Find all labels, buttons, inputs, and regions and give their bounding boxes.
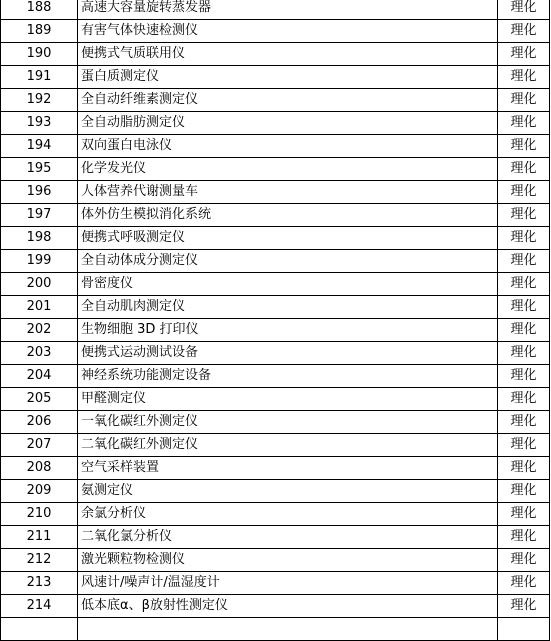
row-number-cell: 189 [1, 20, 78, 43]
row-number-cell: 193 [1, 112, 78, 135]
equipment-name-cell: 全自动纤维素测定仪 [78, 89, 498, 112]
row-number-cell: 206 [1, 411, 78, 434]
equipment-name-cell: 甲醛测定仪 [78, 388, 498, 411]
table-row [1, 342, 550, 365]
category-cell: 理化 [498, 457, 550, 480]
row-number-cell: 198 [1, 227, 78, 250]
table-row [1, 158, 550, 181]
category-cell: 理化 [498, 549, 550, 572]
row-number-cell: 191 [1, 66, 78, 89]
equipment-name-cell: 便携式运动测试设备 [78, 342, 498, 365]
table-row [1, 319, 550, 342]
table-row [1, 135, 550, 158]
row-number-cell: 195 [1, 158, 78, 181]
table-row [1, 411, 550, 434]
category-cell: 理化 [498, 135, 550, 158]
category-cell: 理化 [498, 296, 550, 319]
row-number-cell: 213 [1, 572, 78, 595]
category-cell: 理化 [498, 526, 550, 549]
equipment-name-cell: 双向蛋白电泳仪 [78, 135, 498, 158]
table-row [1, 365, 550, 388]
row-number-cell: 207 [1, 434, 78, 457]
row-number-cell: 214 [1, 595, 78, 618]
equipment-name-cell: 风速计/噪声计/温湿度计 [78, 572, 498, 595]
category-cell: 理化 [498, 572, 550, 595]
category-cell: 理化 [498, 0, 550, 20]
row-number-cell: 196 [1, 181, 78, 204]
row-number-cell: 194 [1, 135, 78, 158]
category-cell: 理化 [498, 434, 550, 457]
equipment-name-cell: 全自动肌肉测定仪 [78, 296, 498, 319]
category-cell: 理化 [498, 204, 550, 227]
row-number-cell: 199 [1, 250, 78, 273]
category-cell: 理化 [498, 273, 550, 296]
table-row [1, 388, 550, 411]
category-cell: 理化 [498, 480, 550, 503]
equipment-name-cell: 二氧化氯分析仪 [78, 526, 498, 549]
table-row [1, 595, 550, 618]
table-row [1, 227, 550, 250]
equipment-name-cell: 余氯分析仪 [78, 503, 498, 526]
category-cell: 理化 [498, 20, 550, 43]
equipment-name-cell: 人体营养代谢测量车 [78, 181, 498, 204]
table-row [1, 89, 550, 112]
row-number-cell: 197 [1, 204, 78, 227]
row-number-cell: 200 [1, 273, 78, 296]
equipment-name-cell: 低本底α、β放射性测定仪 [78, 595, 498, 618]
table-row [1, 526, 550, 549]
table-row [1, 43, 550, 66]
equipment-name-cell: 生物细胞 3D 打印仪 [78, 319, 498, 342]
table-row [1, 572, 550, 595]
category-cell: 理化 [498, 342, 550, 365]
equipment-name-cell: 神经系统功能测定设备 [78, 365, 498, 388]
equipment-name-cell: 蛋白质测定仪 [78, 66, 498, 89]
category-cell: 理化 [498, 319, 550, 342]
equipment-name-cell: 便携式呼吸测定仪 [78, 227, 498, 250]
row-number-cell: 188 [1, 0, 78, 20]
category-cell: 理化 [498, 595, 550, 618]
equipment-name-cell: 一氧化碳红外测定仪 [78, 411, 498, 434]
equipment-name-cell: 空气采样装置 [78, 457, 498, 480]
row-number-cell: 208 [1, 457, 78, 480]
table-row [1, 457, 550, 480]
category-cell: 理化 [498, 66, 550, 89]
table-row [1, 66, 550, 89]
table-row [1, 549, 550, 572]
equipment-name-cell: 全自动体成分测定仪 [78, 250, 498, 273]
equipment-name-cell: 激光颗粒物检测仪 [78, 549, 498, 572]
category-cell: 理化 [498, 181, 550, 204]
table-row [1, 204, 550, 227]
table-row [1, 480, 550, 503]
row-number-cell: 205 [1, 388, 78, 411]
table-row [1, 112, 550, 135]
equipment-name-cell: 氨测定仪 [78, 480, 498, 503]
equipment-name-cell: 体外仿生模拟消化系统 [78, 204, 498, 227]
table-row [1, 250, 550, 273]
category-cell: 理化 [498, 158, 550, 181]
table-row [1, 434, 550, 457]
equipment-name-cell: 骨密度仪 [78, 273, 498, 296]
row-number-cell: 211 [1, 526, 78, 549]
category-cell: 理化 [498, 227, 550, 250]
equipment-name-cell: 便携式气质联用仪 [78, 43, 498, 66]
row-number-cell: 202 [1, 319, 78, 342]
equipment-table-body [1, 0, 550, 641]
table-row [1, 273, 550, 296]
category-cell: 理化 [498, 112, 550, 135]
category-cell: 理化 [498, 250, 550, 273]
table-row [1, 20, 550, 43]
category-cell: 理化 [498, 89, 550, 112]
category-cell: 理化 [498, 43, 550, 66]
table-row [1, 296, 550, 319]
table-row [1, 181, 550, 204]
equipment-name-cell: 化学发光仪 [78, 158, 498, 181]
category-cell: 理化 [498, 503, 550, 526]
category-cell: 理化 [498, 365, 550, 388]
category-cell: 理化 [498, 411, 550, 434]
row-number-cell: 203 [1, 342, 78, 365]
category-cell: 理化 [498, 388, 550, 411]
row-number-cell: 190 [1, 43, 78, 66]
row-number-cell: 204 [1, 365, 78, 388]
equipment-name-cell: 全自动脂肪测定仪 [78, 112, 498, 135]
equipment-name-cell: 高速大容量旋转蒸发器 [78, 0, 498, 20]
table-row [1, 0, 550, 20]
row-number-cell: 209 [1, 480, 78, 503]
equipment-name-cell: 有害气体快速检测仪 [78, 20, 498, 43]
equipment-name-cell: 二氧化碳红外测定仪 [78, 434, 498, 457]
row-number-cell: 201 [1, 296, 78, 319]
row-number-cell: 192 [1, 89, 78, 112]
row-number-cell: 212 [1, 549, 78, 572]
table-row [1, 503, 550, 526]
row-number-cell: 210 [1, 503, 78, 526]
